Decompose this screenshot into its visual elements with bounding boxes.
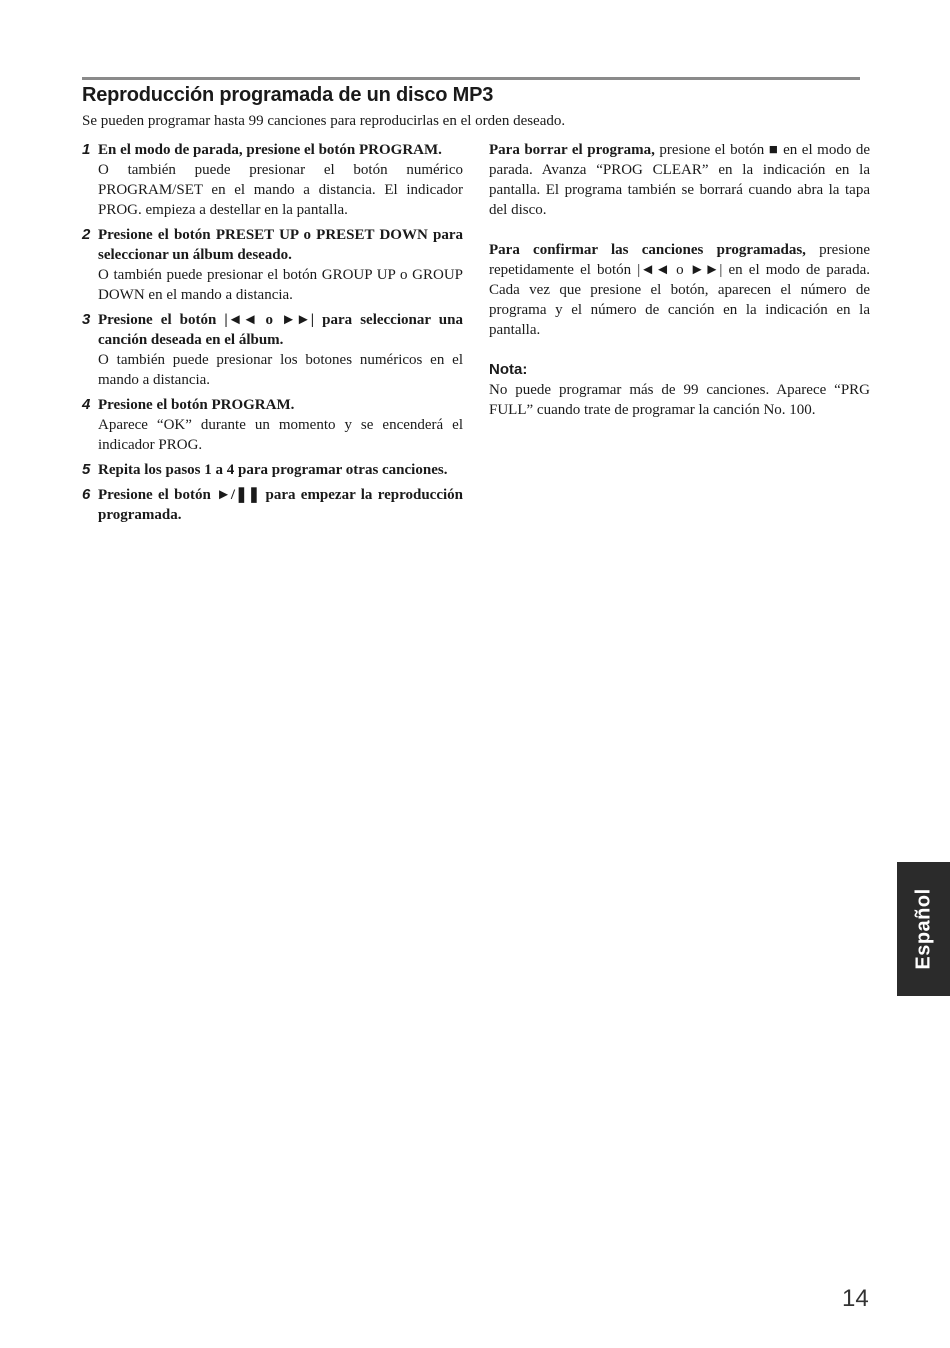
page-subtitle: Se pueden programar hasta 99 canciones para reproducirlas en el orden deseado. (82, 113, 566, 129)
step-number: 2 (82, 226, 91, 243)
step-heading: Presione el botón ►/❚❚ para empezar la reproducción programada. (98, 487, 463, 523)
notes-column (489, 140, 870, 420)
language-tab (897, 862, 950, 996)
step-number: 4 (82, 396, 91, 413)
step-number: 1 (82, 141, 91, 158)
clear-program-lead: Para borrar el programa, (489, 142, 655, 158)
confirm-songs-paragraph (489, 240, 870, 340)
step-body: O también puede presionar el botón numérico PROGRAM/SET en el mando a distancia. El indicador PROG. empieza a destellar en la pantalla. (98, 162, 463, 218)
clear-program-paragraph (489, 140, 870, 220)
top-rule (82, 77, 860, 80)
language-tab-label: Español (912, 888, 934, 970)
step-2 (82, 225, 463, 305)
confirm-songs-text: presione repetidamente el botón |◄◄ o ►►| en el modo de parada. Cada vez que presione el botón, aparecen el número de programa y el número de canción en la indicación en la pantalla. (489, 242, 870, 338)
note-heading: Nota: (489, 361, 528, 378)
clear-program-text: presione el botón ■ en el modo de parada. Avanza “PROG CLEAR” en la indicación en la pantalla. El programa también se borrará cuando abra la tapa del disco. (489, 142, 870, 218)
page-number: 14 (842, 1285, 869, 1312)
step-4 (82, 395, 463, 455)
step-heading: Presione el botón PRESET UP o PRESET DOWN para seleccionar un álbum deseado. (98, 227, 463, 263)
step-number: 3 (82, 311, 91, 328)
step-number: 6 (82, 486, 91, 503)
step-number: 5 (82, 461, 91, 478)
step-heading: Repita los pasos 1 a 4 para programar otras canciones. (98, 462, 448, 478)
step-5 (82, 460, 463, 480)
page-title: Reproducción programada de un disco MP3 (82, 84, 494, 106)
step-body: O también puede presionar el botón GROUP UP o GROUP DOWN en el mando a distancia. (98, 267, 463, 303)
note-text: No puede programar más de 99 canciones. Aparece “PRG FULL” cuando trate de programar la canción No. 100. (489, 382, 870, 418)
step-6 (82, 485, 463, 525)
step-heading: Presione el botón PROGRAM. (98, 397, 295, 413)
step-heading: En el modo de parada, presione el botón PROGRAM. (98, 142, 442, 158)
steps-column (82, 140, 463, 530)
step-heading: Presione el botón |◄◄ o ►►| para seleccionar una canción deseada en el álbum. (98, 312, 463, 348)
confirm-songs-lead: Para confirmar las canciones programadas, (489, 242, 806, 258)
step-3 (82, 310, 463, 390)
step-body: O también puede presionar los botones numéricos en el mando a distancia. (98, 352, 463, 388)
step-1 (82, 140, 463, 220)
step-body: Aparece “OK” durante un momento y se encenderá el indicador PROG. (98, 417, 463, 453)
